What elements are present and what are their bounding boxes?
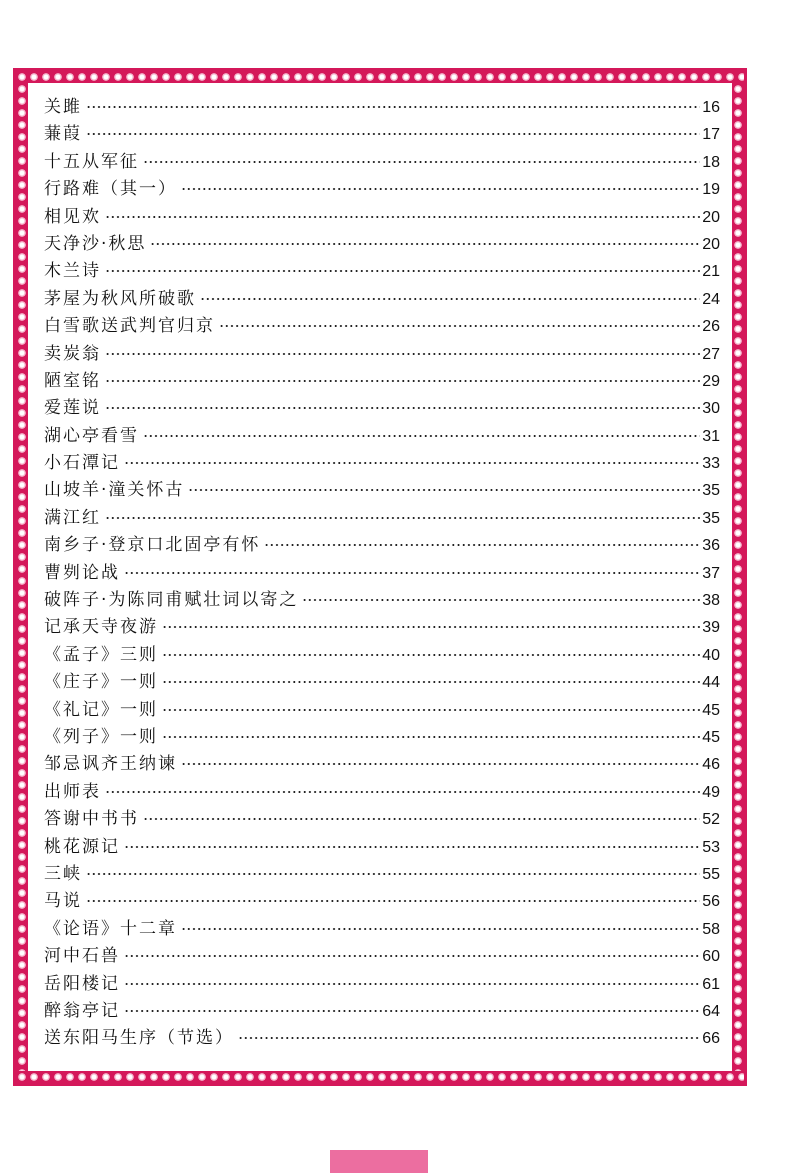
toc-entry[interactable] [44, 505, 720, 532]
toc-entry-title: 行路难（其一） [44, 179, 177, 200]
toc-entry-title: 卖炭翁 [44, 343, 101, 364]
leader-dots [181, 763, 700, 765]
leader-dots [162, 736, 700, 738]
toc-entry-title: 十五从军征 [44, 151, 139, 172]
toc-entry[interactable] [44, 614, 720, 641]
toc-entry[interactable] [44, 888, 720, 915]
leader-dots [143, 435, 700, 437]
decorative-band-top [16, 71, 744, 83]
toc-entry[interactable] [44, 341, 720, 368]
leader-dots [219, 325, 700, 327]
toc-entry-title: 木兰诗 [44, 261, 101, 282]
toc-entry[interactable] [44, 751, 720, 778]
toc-entry-title: 陋室铭 [44, 370, 101, 391]
toc-entry-page-number: 30 [702, 400, 720, 418]
toc-entry-title: 《孟子》三则 [44, 644, 158, 665]
toc-entry-page-number: 36 [702, 537, 720, 555]
leader-dots [86, 133, 700, 135]
toc-entry[interactable] [44, 724, 720, 751]
toc-entry-page-number: 45 [702, 728, 720, 746]
leader-dots [124, 846, 700, 848]
toc-entry-title: 关雎 [44, 97, 82, 117]
toc-entry-title: 白雪歌送武判官归京 [44, 316, 215, 337]
toc-entry-page-number: 53 [702, 838, 720, 856]
toc-entry-title: 河中石兽 [44, 946, 120, 967]
toc-entry-page-number: 45 [702, 701, 720, 719]
toc-entry-page-number: 39 [702, 619, 720, 637]
leader-dots [105, 353, 700, 355]
toc-entry[interactable] [44, 669, 720, 696]
leader-dots [105, 407, 700, 409]
toc-entry-page-number: 17 [702, 126, 720, 144]
leader-dots [188, 489, 700, 491]
toc-entry[interactable] [44, 231, 720, 258]
toc-entry-page-number: 46 [702, 756, 720, 774]
toc-entry[interactable] [44, 560, 720, 587]
leader-dots [150, 243, 700, 245]
toc-entry-page-number: 44 [702, 674, 720, 692]
table-of-contents [44, 94, 720, 1053]
toc-entry[interactable] [44, 121, 720, 148]
toc-entry-page-number: 61 [702, 975, 720, 993]
toc-entry[interactable] [44, 532, 720, 559]
toc-entry-title: 湖心亭看雪 [44, 425, 139, 446]
leader-dots [105, 270, 700, 272]
toc-entry-page-number: 18 [702, 153, 720, 171]
toc-entry-title: 送东阳马生序（节选） [44, 1028, 234, 1049]
toc-entry[interactable] [44, 834, 720, 861]
toc-entry-page-number: 35 [702, 482, 720, 500]
toc-entry[interactable] [44, 204, 720, 231]
toc-entry-page-number: 19 [702, 181, 720, 199]
toc-entry[interactable] [44, 149, 720, 176]
decorative-band-bottom [16, 1071, 744, 1083]
toc-entry-title: 《礼记》一则 [44, 699, 158, 720]
toc-entry-title: 爱莲说 [44, 398, 101, 419]
toc-entry[interactable] [44, 395, 720, 422]
decorative-strip-right [732, 83, 744, 1071]
toc-entry-page-number: 58 [702, 920, 720, 938]
toc-entry-title: 山坡羊·潼关怀古 [44, 480, 185, 501]
toc-entry-page-number: 40 [702, 646, 720, 664]
leader-dots [86, 900, 700, 902]
toc-entry-title: 出师表 [44, 781, 101, 802]
toc-entry-title: 蒹葭 [44, 124, 82, 145]
leader-dots [105, 380, 700, 382]
toc-entry-page-number: 33 [702, 455, 720, 473]
toc-entry-page-number: 20 [702, 208, 720, 226]
toc-entry[interactable] [44, 971, 720, 998]
toc-entry-page-number: 16 [702, 99, 720, 116]
leader-dots [124, 955, 700, 957]
leader-dots [143, 161, 700, 163]
toc-entry-page-number: 24 [702, 290, 720, 308]
toc-entry[interactable] [44, 1025, 720, 1052]
leader-dots [86, 873, 700, 875]
toc-entry-page-number: 49 [702, 783, 720, 801]
toc-entry[interactable] [44, 286, 720, 313]
toc-entry-page-number: 56 [702, 893, 720, 911]
toc-entry-title: 曹刿论战 [44, 562, 120, 583]
leader-dots [162, 681, 700, 683]
toc-entry[interactable] [44, 258, 720, 285]
toc-entry-title: 满江红 [44, 507, 101, 528]
toc-entry-page-number: 20 [702, 235, 720, 253]
toc-entry-title: 天净沙·秋思 [44, 233, 147, 254]
toc-entry[interactable] [44, 998, 720, 1025]
toc-entry[interactable] [44, 176, 720, 203]
toc-entry[interactable] [44, 779, 720, 806]
toc-entry-title: 醉翁亭记 [44, 1000, 120, 1021]
leader-dots [162, 709, 700, 711]
toc-entry[interactable] [44, 587, 720, 614]
toc-entry-page-number: 38 [702, 592, 720, 610]
toc-entry[interactable] [44, 368, 720, 395]
leader-dots [105, 517, 700, 519]
leader-dots [124, 572, 700, 574]
toc-entry-title: 桃花源记 [44, 836, 120, 857]
toc-entry[interactable] [44, 806, 720, 833]
leader-dots [143, 818, 700, 820]
toc-entry[interactable] [44, 697, 720, 724]
toc-entry-title: 南乡子·登京口北固亭有怀 [44, 535, 261, 556]
leader-dots [162, 626, 700, 628]
toc-entry-page-number: 52 [702, 811, 720, 829]
toc-entry-page-number: 29 [702, 372, 720, 390]
toc-entry-title: 邹忌讽齐王纳谏 [44, 754, 177, 775]
toc-entry-page-number: 37 [702, 564, 720, 582]
toc-entry[interactable] [44, 423, 720, 450]
toc-entry[interactable] [44, 313, 720, 340]
toc-entry-title: 相见欢 [44, 206, 101, 227]
toc-entry-title: 破阵子·为陈同甫赋壮词以寄之 [44, 590, 299, 611]
toc-entry-title: 《庄子》一则 [44, 672, 158, 693]
toc-entry-page-number: 26 [702, 318, 720, 336]
leader-dots [181, 188, 700, 190]
toc-entry[interactable] [44, 861, 720, 888]
leader-dots [105, 791, 700, 793]
leader-dots [105, 216, 700, 218]
leader-dots [86, 106, 700, 108]
toc-entry-title: 小石潭记 [44, 453, 120, 474]
decorative-strip-left [16, 83, 28, 1071]
leader-dots [238, 1037, 700, 1039]
leader-dots [181, 928, 700, 930]
toc-entry[interactable] [44, 943, 720, 970]
toc-entry-page-number: 55 [702, 865, 720, 883]
toc-entry-page-number: 35 [702, 509, 720, 527]
toc-entry-title: 岳阳楼记 [44, 973, 120, 994]
leader-dots [264, 544, 700, 546]
toc-entry-page-number: 31 [702, 427, 720, 445]
leader-dots [162, 654, 700, 656]
leader-dots [124, 1010, 700, 1012]
toc-entry[interactable] [44, 450, 720, 477]
leader-dots [124, 983, 700, 985]
toc-entry[interactable] [44, 916, 720, 943]
leader-dots [200, 298, 700, 300]
toc-entry-title: 《论语》十二章 [44, 918, 177, 939]
leader-dots [302, 599, 700, 601]
toc-entry-title: 答谢中书书 [44, 809, 139, 830]
toc-entry-title: 三峡 [44, 863, 82, 884]
toc-entry-title: 茅屋为秋风所破歌 [44, 288, 196, 309]
toc-entry-title: 马说 [44, 891, 82, 912]
toc-entry[interactable] [44, 642, 720, 669]
leader-dots [124, 462, 700, 464]
toc-entry-title: 《列子》一则 [44, 726, 158, 747]
toc-entry-page-number: 27 [702, 345, 720, 363]
toc-entry[interactable] [44, 477, 720, 504]
toc-entry[interactable] [44, 94, 720, 121]
toc-entry-title: 记承天寺夜游 [44, 617, 158, 638]
toc-entry-page-number: 64 [702, 1002, 720, 1020]
toc-entry-page-number: 60 [702, 948, 720, 966]
toc-entry-page-number: 66 [702, 1030, 720, 1048]
toc-entry-page-number: 21 [702, 263, 720, 281]
page-tab-marker [330, 1150, 428, 1173]
